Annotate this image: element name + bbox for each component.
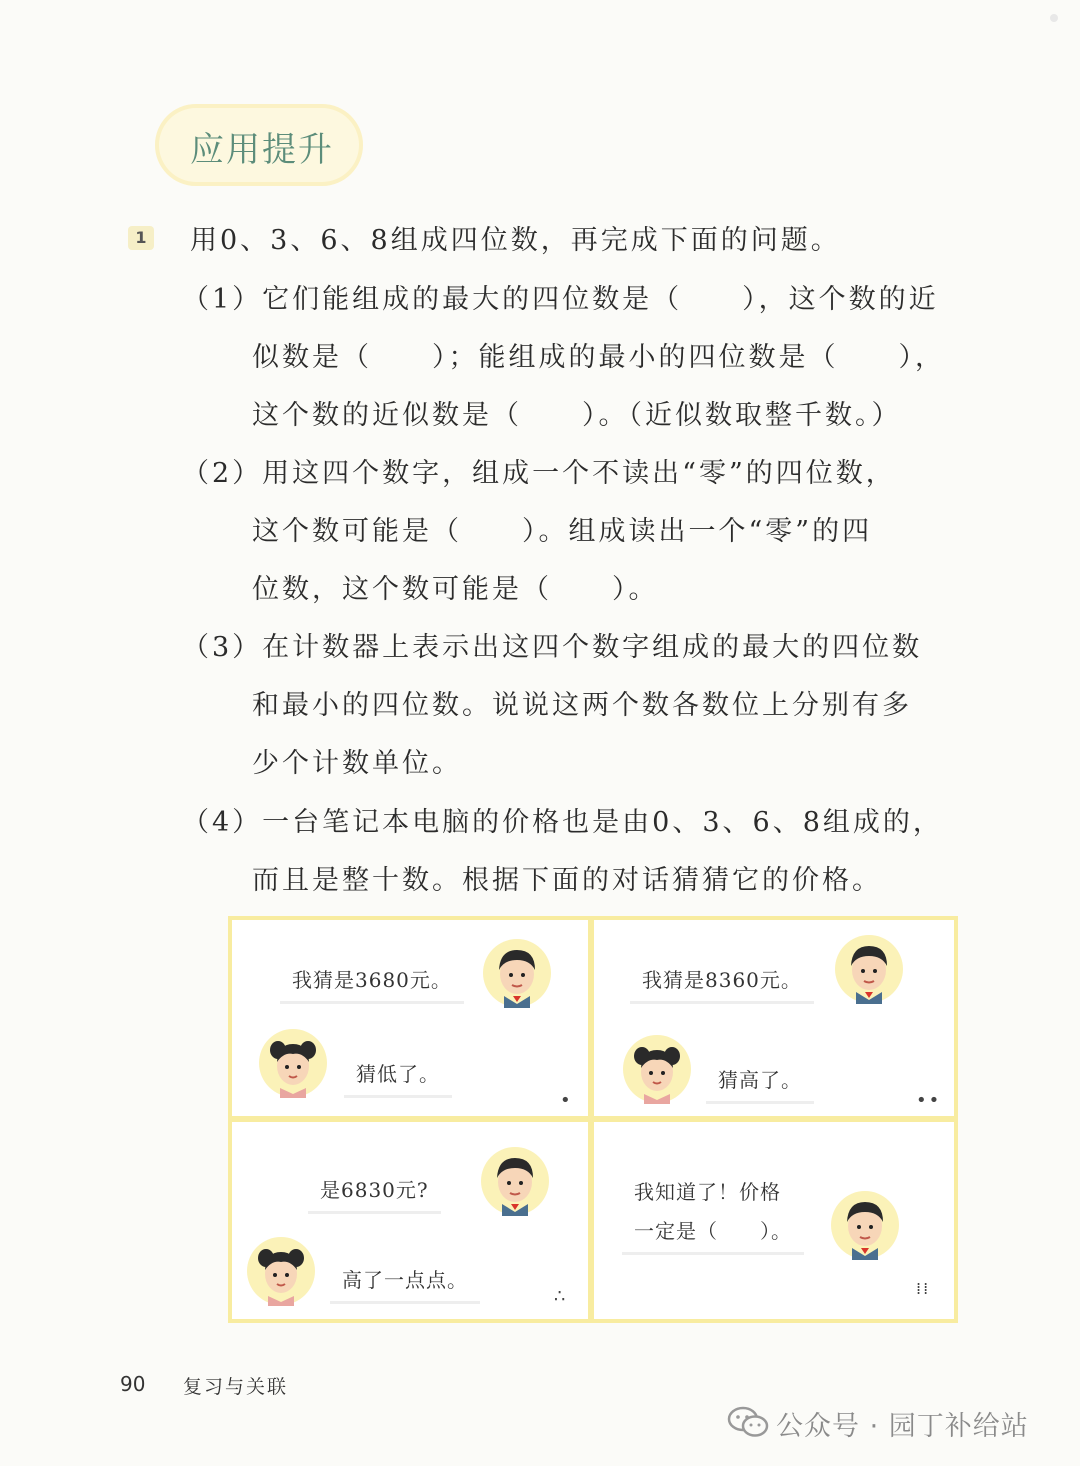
panel3-dice-icon: ∴ [554,1286,568,1307]
girl-avatar-icon [246,1236,316,1306]
corner-mark [1050,14,1058,22]
panel4-speech-line1: 我知道了！价格 [634,1180,781,1204]
panel1-girl-speech: 猜低了。 [344,1050,452,1098]
panel1-boy-speech: 我猜是3680元。 [280,956,464,1004]
part3-line1: （3）在计数器上表示出这四个数字组成的最大的四位数 [182,632,923,663]
watermark-text: 公众号 · 园丁补给站 [776,1411,1029,1442]
boy-avatar-icon [480,1146,550,1216]
part2-line3: 位数，这个数可能是（ ）。 [252,574,659,605]
part2-line1: （2）用这四个数字，组成一个不读出“零”的四位数， [182,458,896,489]
part4-line1: （4）一台笔记本电脑的价格也是由0、3、6、8组成的， [182,807,943,838]
chapter-name: 复习与关联 [183,1376,289,1398]
wechat-icon [727,1406,769,1438]
question-number: 1 [128,226,154,250]
part1-line3: 这个数的近似数是（ ）。（近似数取整千数。） [252,400,902,431]
part3-line2: 和最小的四位数。说说这两个数各数位上分别有多 [252,690,912,721]
part2-line2: 这个数可能是（ ）。组成读出一个“零”的四 [252,516,873,547]
boy-avatar-icon [834,934,904,1004]
panel2-dice-icon: •• [916,1090,942,1111]
panel1-dice-icon: • [560,1090,573,1111]
page-number: 90 [120,1372,146,1396]
part4-line2: 而且是整十数。根据下面的对话猜猜它的价格。 [252,865,882,896]
section-title: 应用提升 [190,130,334,170]
part1-line2: 似数是（ ）；能组成的最小的四位数是（ ）， [252,342,945,373]
part3-line3: 少个计数单位。 [252,748,462,779]
panel4-dice-icon: ⁞⁞ [916,1279,931,1298]
panel4-speech-line2: 一定是（ ）。 [622,1205,804,1255]
panel2-girl-speech: 猜高了。 [706,1056,814,1104]
girl-avatar-icon [258,1028,328,1098]
panel2-boy-speech: 我猜是8360元。 [630,956,814,1004]
boy-avatar-icon [482,938,552,1008]
grid-divider-horizontal [228,1116,958,1122]
part1-line1: （1）它们能组成的最大的四位数是（ ），这个数的近 [182,284,939,315]
panel3-boy-speech: 是6830元? [308,1166,441,1214]
question-stem: 用0、3、6、8组成四位数，再完成下面的问题。 [190,225,841,256]
panel4-boy-speech [622,1168,804,1255]
girl-avatar-icon [622,1034,692,1104]
panel3-girl-speech: 高了一点点。 [330,1256,480,1304]
boy-avatar-icon [830,1190,900,1260]
